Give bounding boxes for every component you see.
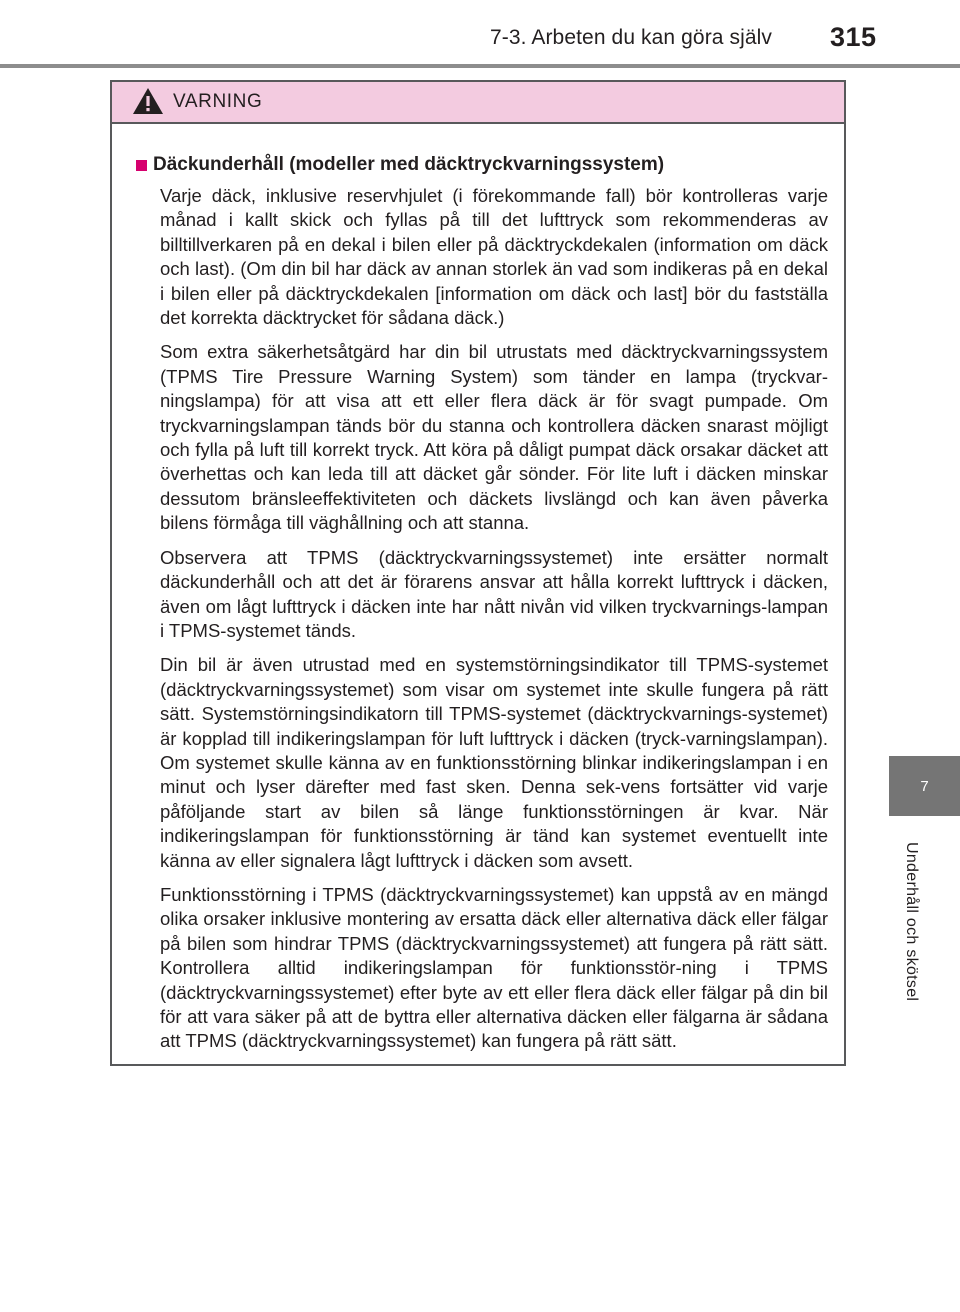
section-title: 7-3. Arbeten du kan göra själv <box>490 26 773 49</box>
bullet-square-icon <box>136 160 147 171</box>
warning-label: VARNING <box>173 91 263 112</box>
page-number: 315 <box>830 22 877 52</box>
warning-paragraph: Funktionsstörning i TPMS (däcktryckvarningssystemet) kan uppstå av en mängd olika orsaker inklusive montering av ersatta däck eller alternativa däck eller fälgar på bilen som hindrar TPMS (däcktryckvarningssystemet) att fungera på rätt sätt. Kontrollera alltid indikeringslampan för funktionsstör-ning i TPMS (däcktryckvarningssystemet) efter byte av ett eller flera däck eller fälgar på din bil för att vara säker på att de byttra eller alternativa däcken eller fälgarna är sådana att TPMS (däcktryckvarningssystemet) kan fungera på rätt sätt. <box>160 883 828 1052</box>
warning-paragraph: Som extra säkerhetsåtgärd har din bil utrustats med däcktryckvarningssystem (TPMS Tire Pressure Warning System) som tänder en lampa (tryckvar-ningslampa) för att visa att ett eller flera däck är för svagt pumpade. Om tryckvarningslampan tänds bör du stanna och kontrollera däcken snarast möjligt och fylla på luft till korrekt tryck. Att köra på dåligt pumpat däck orsakar däcket att överhettas och kan leda till att däcket går sönder. För lite luft i däcken minskar dessutom bränsleeffektiviteten och däckets livslängd och kan även påverka bilens förmåga till väghållning och att stanna. <box>160 341 828 534</box>
warning-subheading-text: Däckunderhåll (modeller med däcktryckvarningssystem) <box>153 154 665 175</box>
warning-box <box>110 80 846 1066</box>
chapter-tab[interactable] <box>889 756 960 816</box>
warning-paragraph: Varje däck, inklusive reservhjulet (i förekommande fall) bör kontrolleras varje månad i kallt skick och fyllas på till det lufttryck som rekommenderas av billtillverkaren på en dekal i bilen eller på däcktryckdekalen (information om däck och last). (Om din bil har däck av annan storlek än vad som indikeras på en dekal i bilen eller på däcktryckdekalen [information om däck och last] bör du fastställa det korrekta däcktrycket för sådana däck.) <box>160 185 828 329</box>
chapter-label: Underhåll och skötsel <box>903 842 920 1002</box>
warning-body <box>112 124 844 1054</box>
warning-header <box>112 82 844 124</box>
warning-paragraph: Observera att TPMS (däcktryckvarningssystemet) inte ersätter normalt däckunderhåll och att det är förarens ansvar att hålla korrekt lufttryck i däcken, även om lågt lufttryck i däcken inte har nått nivån vid vilken tryckvarnings-lampan i TPMS-systemet tänds. <box>160 546 828 641</box>
chapter-number: 7 <box>920 777 929 795</box>
warning-subheading <box>136 152 828 178</box>
warning-triangle-icon <box>132 87 164 115</box>
warning-paragraph: Din bil är även utrustad med en systemstörningsindikator till TPMS-systemet (däcktryckvarningssystemet) som visar om systemet inte skulle fungera på rätt sätt. Systemstörningsindikatorn till TPMS-systemet (däcktryckvarnings-systemet) är kopplad till indikeringslampan för luft lufttryck i däcken (tryck-varningslampan). Om systemet skulle känna av en funktionsstörning blinkar indikeringslampan i en minut och lyser därefter med fast sken. Denna sek-vens fortsätter vid varje påföljande start av bilen så länge funktionsstörningen är kvar. När indikeringslampan för funktionsstörning är tänd kan systemet eventuellt inte känna av eller signalera lågt lufttryck i däcken som avsett. <box>160 654 828 871</box>
header-divider <box>0 64 960 68</box>
